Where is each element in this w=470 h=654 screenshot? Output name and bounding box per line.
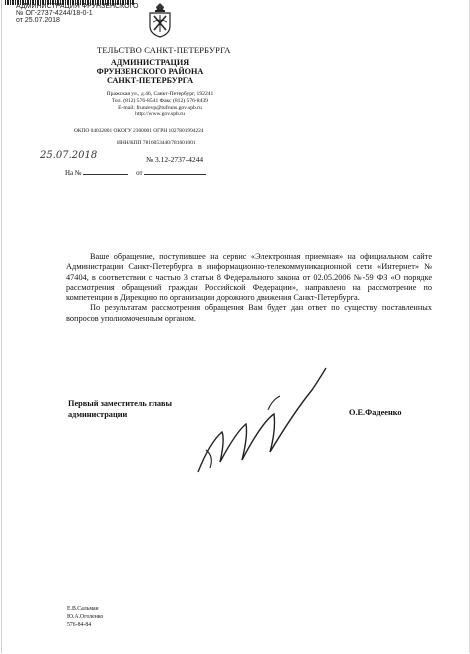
handwritten-signature	[170, 360, 330, 495]
body-paragraph-2: По результатам рассмотрения обращения Вам будет дан ответ по существу поставленных вопросов уполномоченным органом.	[66, 303, 432, 323]
contact-details	[90, 91, 230, 118]
registration-stamp-line2: № ОГ-2737-4244/18-0-1	[16, 10, 93, 17]
body-paragraph-1: Ваше обращение, поступившее на сервис «Электронная приемная» на официальном сайте Администрации Санкт-Петербурга в информационно-телекоммуникационной сети «Интернет» № 47404, в соответствии с частью 3 статьи 8 Федерального закона от 02.05.2006 №-59 ФЗ «О порядке рассмотрения обращений граждан Российской Федерации», направлено на рассмотрение по компетенции в Дирекцию по организации дорожного движения Санкт-Петербурга.	[66, 252, 432, 303]
handwritten-date: 25.07.2018	[40, 150, 98, 161]
signatory-position: Первый заместитель главы администрации	[68, 399, 173, 419]
address: Пражская ул., д.46, Санкт-Петербург, 192241	[106, 91, 214, 97]
registration-stamp-line1: АДМИНИСТРАЦИЯ ФРУНЗЕНСКОГО	[16, 3, 139, 10]
reference-line: На № от	[65, 169, 206, 177]
administration-name: АДМИНИСТРАЦИЯ ФРУНЗЕНСКОГО РАЙОНА САНКТ-ПЕТЕРБУРГА	[96, 58, 204, 85]
government-name: ТЕЛЬСТВО САНКТ-ПЕТЕРБУРГА	[97, 45, 231, 55]
registry-codes: ОКПО 04032801 ОКОГУ 2300001 ОГРН 1027801994224	[74, 128, 204, 134]
letter-page	[1, 0, 470, 653]
coat-of-arms-emblem	[147, 2, 173, 43]
executor-info: Е.В.Сальман Ю.А.Оголенко 576-84-84	[67, 606, 104, 628]
phone-fax: Тел. (812) 576-8541 Факс (812) 576-8439	[112, 97, 208, 104]
inn-kpp: ИНН/КПП 7816053440/781601001	[117, 140, 196, 146]
registration-stamp-line3: от 25.07.2018	[16, 17, 60, 24]
outgoing-number: № 3.12-2737-4244	[146, 155, 204, 164]
website: http://www.gov.spb.ru	[135, 111, 185, 118]
signatory-name: О.Е.Фадеенко	[349, 408, 402, 417]
email: E-mail: frunzevp@tufruns.gov.spb.ru	[118, 104, 202, 111]
letter-body	[66, 252, 432, 324]
